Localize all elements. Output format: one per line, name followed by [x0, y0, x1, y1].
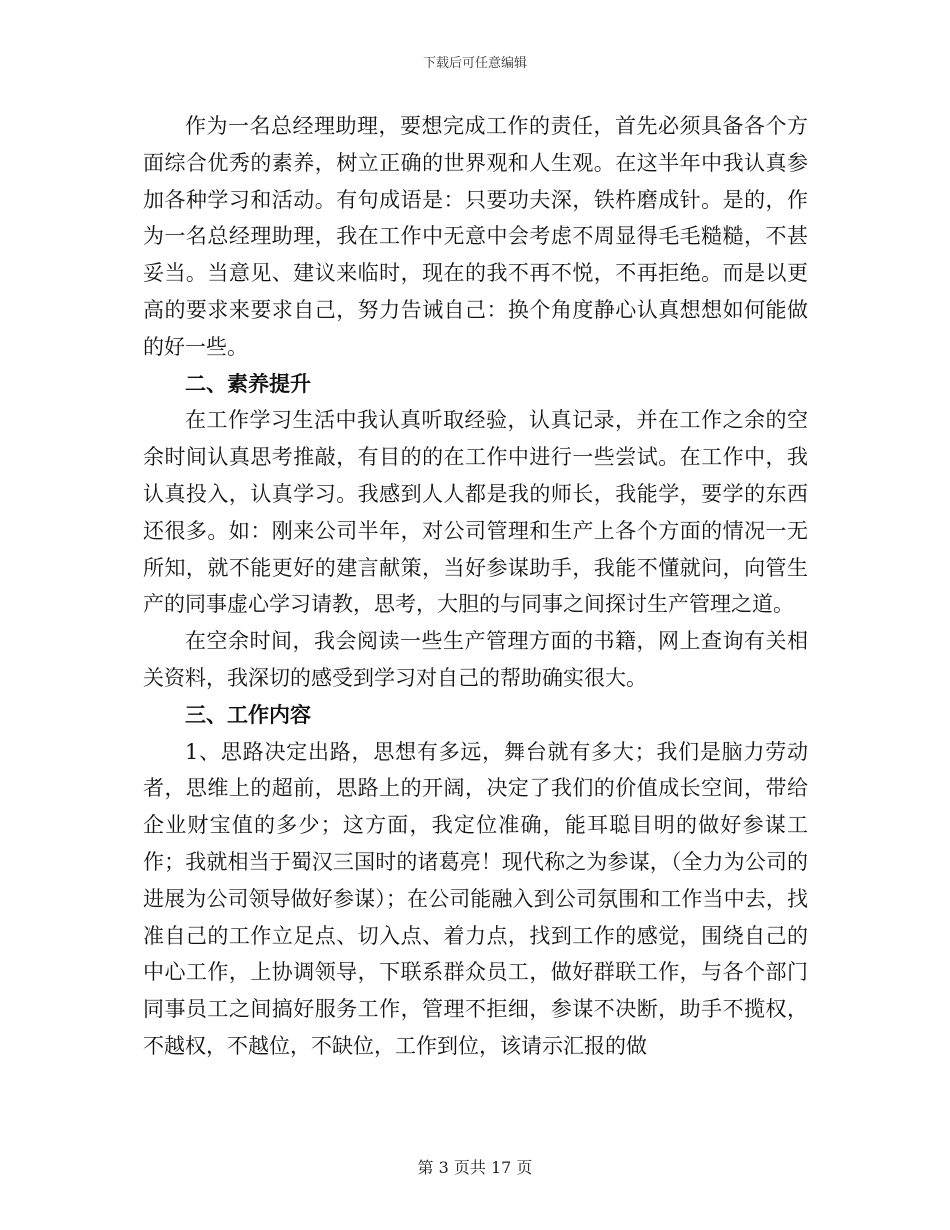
- page-number: 第 3 页共 17 页: [417, 1158, 533, 1177]
- section-heading-3: 三、工作内容: [185, 702, 311, 727]
- section-heading-2: 二、素养提升: [185, 371, 311, 396]
- paragraph-2: 在工作学习生活中我认真听取经验，认真记录，并在工作之余的空余时间认真思考推敲，有目的的在工作中进行一些尝试。在工作中，我认真投入，认真学习。我感到人人都是我的师长，我能学，要学的东西还很多。如：刚来公司半年，对公司管理和生产上各个方面的情况一无所知，就不能更好的建言献策，当好参谋助手，我能不懂就问，向管生产的同事虚心学习请教，思考，大胆的与同事之间探讨生产管理之道。: [143, 408, 808, 617]
- page-header: 下载后可任意编辑: [422, 56, 527, 71]
- document-body: [143, 108, 808, 1065]
- paragraph-4: 1、思路决定出路，思想有多远，舞台就有多大；我们是脑力劳动者，思维上的超前，思路上的开阔，决定了我们的价值成长空间，带给企业财宝值的多少；这方面，我定位准确，能耳聪目明的做好参谋工作；我就相当于蜀汉三国时的诸葛亮！现代称之为参谋，（全力为公司的进展为公司领导做好参谋）；在公司能融入到公司氛围和工作当中去，找准自己的工作立足点、切入点、着力点，找到工作的感觉，围绕自己的中心工作，上协调领导，下联系群众员工，做好群联工作，与各个部门同事员工之间搞好服务工作，管理不拒细，参谋不决断，助手不揽权，不越权，不越位，不缺位，工作到位，该请示汇报的做: [143, 739, 808, 1058]
- paragraph-3: 在空余时间，我会阅读一些生产管理方面的书籍，网上查询有关相关资料，我深切的感受到学习对自己的帮助确实很大。: [143, 629, 808, 690]
- paragraph-1: 作为一名总经理助理，要想完成工作的责任，首先必须具备各个方面综合优秀的素养，树立正确的世界观和人生观。在这半年中我认真参加各种学习和活动。有句成语是：只要功夫深，铁杵磨成针。是的，作为一名总经理助理，我在工作中无意中会考虑不周显得毛毛糙糙，不甚妥当。当意见、建议来临时，现在的我不再不悦，不再拒绝。而是以更高的要求来要求自己，努力告诫自己：换个角度静心认真想想如何能做的好一些。: [143, 114, 808, 359]
